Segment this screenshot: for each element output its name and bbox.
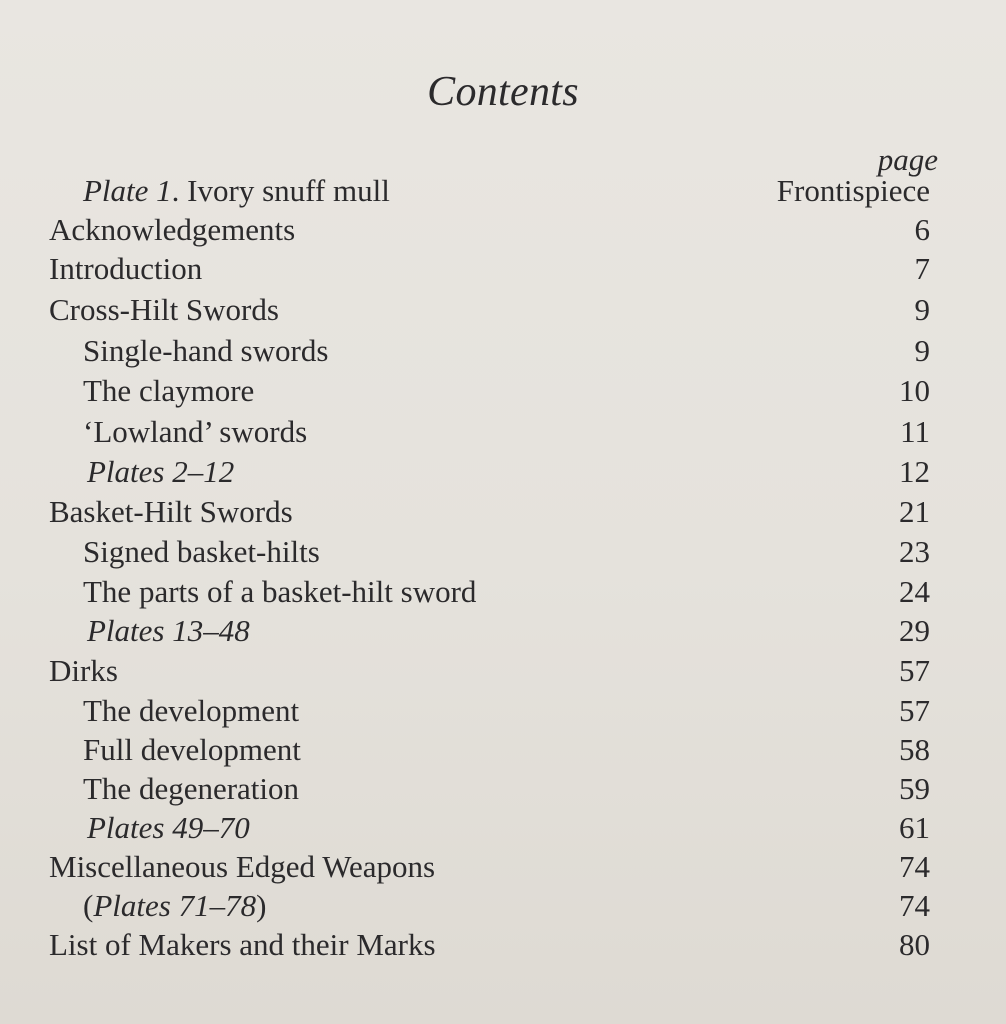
toc-entry-signed-basket-hilts [0, 532, 1006, 572]
toc-entry-label: Plates 2–12 [87, 454, 235, 489]
toc-entry-plates-71-78 [0, 886, 1006, 926]
toc-entry-label: Plates 13–48 [87, 613, 250, 648]
toc-entry-label: Basket-Hilt Swords [49, 494, 293, 529]
toc-entry-page: 59 [899, 771, 930, 806]
toc-entry-page: 23 [899, 534, 930, 569]
toc-entry-page: 24 [899, 574, 930, 609]
toc-entry-label: The development [83, 693, 300, 728]
toc-entry-lowland-swords [0, 412, 1006, 452]
contents-title: Contents [427, 69, 579, 115]
toc-entry-label: Plate 1. Ivory snuff mull [83, 173, 390, 208]
toc-entry-label: Signed basket-hilts [83, 534, 320, 569]
toc-entry-label: Plates 49–70 [87, 810, 250, 845]
toc-entry-plate-1 [0, 171, 1006, 211]
toc-entry-label: Dirks [49, 653, 118, 688]
toc-entry-page: 80 [899, 927, 930, 962]
toc-entry-plates-2-12 [0, 452, 1006, 492]
toc-entry-page: 6 [914, 212, 930, 247]
toc-entry-single-hand-swords [0, 331, 1006, 371]
toc-entry-label: The parts of a basket-hilt sword [83, 574, 477, 609]
toc-entry-label: Acknowledgements [49, 212, 296, 247]
toc-entry-plates-13-48 [0, 611, 1006, 651]
toc-entry-page: 57 [899, 653, 930, 688]
toc-entry-page: 74 [899, 849, 930, 884]
toc-entry-page: 74 [899, 888, 930, 923]
toc-entry-page: 11 [900, 414, 930, 449]
toc-entry-the-claymore [0, 371, 1006, 411]
toc-entry-introduction [0, 249, 1006, 289]
toc-entry-page: Frontispiece [776, 173, 930, 208]
toc-entry-page: 61 [899, 810, 930, 845]
toc-entry-acknowledgements [0, 210, 1006, 250]
page-column-label: page [877, 142, 938, 177]
toc-entry-label: Introduction [49, 251, 203, 286]
toc-entry-page: 10 [899, 373, 930, 408]
toc-entry-list-of-makers [0, 925, 1006, 965]
toc-entry-page: 58 [899, 732, 930, 767]
toc-entry-label: (Plates 71–78) [83, 888, 267, 923]
toc-entry-the-degeneration [0, 769, 1006, 809]
toc-entry-plates-49-70 [0, 808, 1006, 848]
toc-entry-page: 7 [914, 251, 930, 286]
toc-entry-page: 29 [899, 613, 930, 648]
toc-entry-the-development [0, 691, 1006, 731]
toc-entry-label: Miscellaneous Edged Weapons [49, 849, 436, 884]
toc-entry-label: The degeneration [83, 771, 300, 806]
toc-entry-basket-hilt-swords [0, 492, 1006, 532]
toc-entry-label: Single-hand swords [83, 333, 329, 368]
toc-entry-label: ‘Lowland’ swords [83, 414, 308, 449]
toc-entry-page: 12 [899, 454, 930, 489]
toc-entry-label: The claymore [83, 373, 255, 408]
toc-entry-cross-hilt-swords [0, 290, 1006, 330]
toc-entry-parts-of-basket-hilt [0, 572, 1006, 612]
toc-entry-page: 57 [899, 693, 930, 728]
toc-entry-label: List of Makers and their Marks [49, 927, 436, 962]
toc-entry-label: Cross-Hilt Swords [49, 292, 279, 327]
toc-entry-page: 21 [899, 494, 930, 529]
toc-entry-miscellaneous-edged-weapons [0, 847, 1006, 887]
toc-entry-dirks [0, 651, 1006, 691]
toc-entry-full-development [0, 730, 1006, 770]
toc-entry-page: 9 [914, 292, 930, 327]
toc-entry-label: Full development [83, 732, 301, 767]
toc-entry-page: 9 [914, 333, 930, 368]
